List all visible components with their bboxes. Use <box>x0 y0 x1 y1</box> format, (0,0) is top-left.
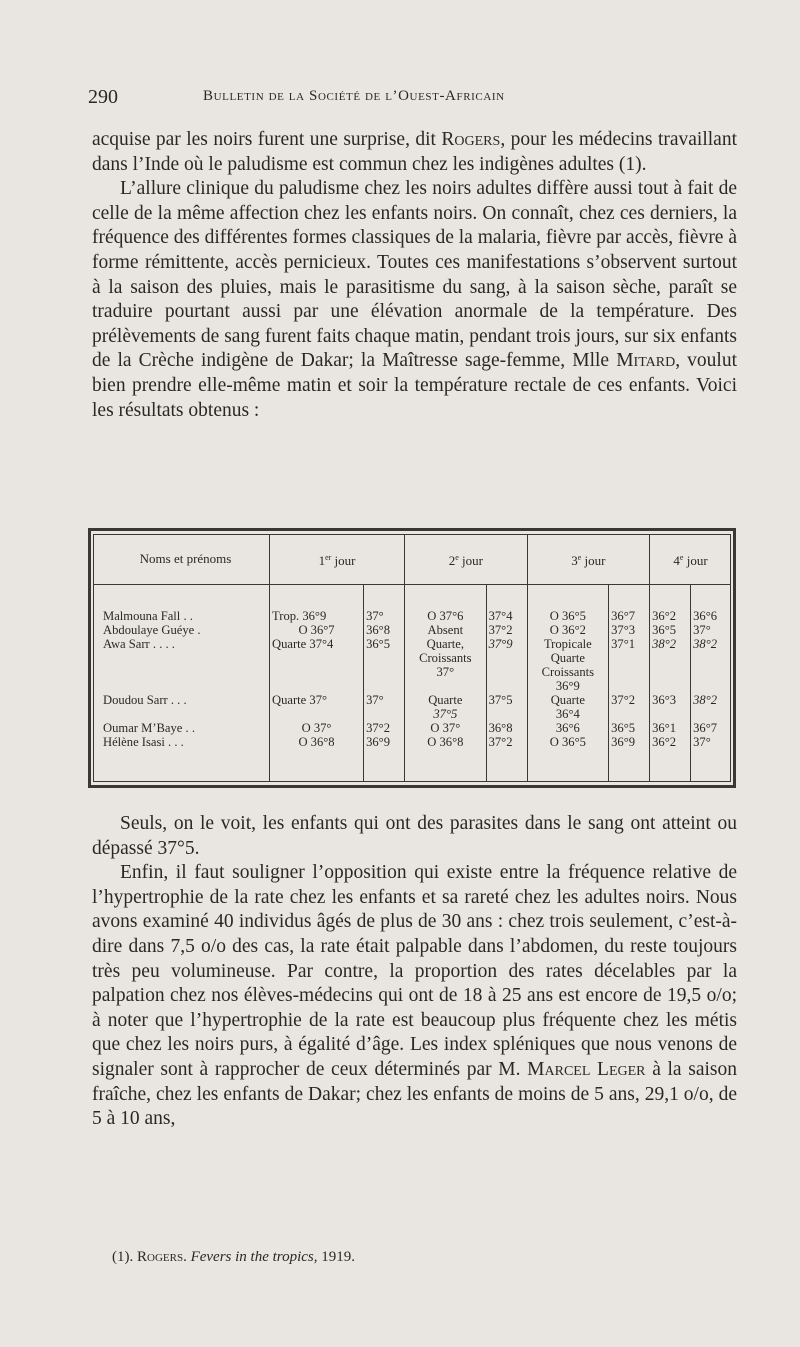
day-number: 2 <box>448 552 456 568</box>
cell-line: 36°4 <box>555 707 580 721</box>
child-name: Malmouna Fall . . <box>93 585 270 624</box>
paragraph-line <box>92 128 737 177</box>
day4-morning: 36°5 <box>650 623 691 637</box>
day1-morning: O 37° <box>270 721 364 735</box>
day1-evening: 37° <box>364 693 405 721</box>
footnote-separator: . <box>183 1249 191 1265</box>
day2-morning <box>405 637 487 693</box>
day3-evening: 36°5 <box>609 721 650 735</box>
table-row <box>93 693 731 721</box>
day4-morning: 36°2 <box>650 735 691 782</box>
person-name: Marcel Leger <box>527 1058 646 1080</box>
cell-line: Croissants <box>419 651 472 665</box>
page-number: 290 <box>88 86 118 108</box>
cell-line: 37° <box>436 665 455 679</box>
day1-evening: 36°5 <box>364 637 405 693</box>
day3-morning: O 36°5 <box>527 735 609 782</box>
day2-evening: 37°5 <box>486 693 527 721</box>
day4-morning: 36°2 <box>650 585 691 624</box>
day3-evening: 37°1 <box>609 637 650 693</box>
paragraph-line <box>92 177 737 423</box>
text-run: acquise par les noirs furent une surprise, dit <box>92 129 442 150</box>
day3-morning <box>527 637 609 693</box>
text-run: à la saison fraîche, chez les enfants de Dakar; chez les enfants de moins de 5 ans, 29,1 o/o, de 5 à 10 ans, <box>92 1058 737 1130</box>
day-label: jour <box>686 552 708 568</box>
day3-evening: 36°9 <box>609 735 650 782</box>
table-row <box>93 735 731 782</box>
day2-evening: 36°8 <box>486 721 527 735</box>
table-row <box>93 721 731 735</box>
child-name: Hélène Isasi . . . <box>93 735 270 782</box>
cell-line: Quarte <box>550 651 585 665</box>
cell-line: Quarte, <box>426 637 465 651</box>
day4-morning: 36°1 <box>650 721 691 735</box>
running-head <box>88 86 738 112</box>
day2-evening: 37°2 <box>486 735 527 782</box>
day4-evening: 38°2 <box>693 637 718 651</box>
table-row <box>93 637 731 693</box>
cell-line: Croissants <box>541 665 595 679</box>
day4-morning: 36°3 <box>650 693 691 721</box>
journal-title: Bulletin de la Société de l’Ouest-Africain <box>203 88 505 104</box>
day4-evening: 37° <box>693 735 711 749</box>
text-run: , pour les médecins travaillant dans l’Inde où le paludisme est commun chez les indigènes adultes (1). <box>92 129 738 175</box>
child-name: Oumar M’Baye . . <box>93 721 270 735</box>
paragraph-line <box>92 861 737 1132</box>
ordinal-suffix: e <box>455 552 459 562</box>
day4-evening: 36°7 <box>693 721 718 735</box>
day2-morning: O 37° <box>405 721 487 735</box>
day3-morning <box>527 693 609 721</box>
footnote-title: Fevers in the tropics <box>190 1249 314 1265</box>
footnote-author: Rogers <box>137 1249 184 1265</box>
day3-evening: 37°2 <box>609 693 650 721</box>
col-header-day4 <box>650 534 731 585</box>
day4-evening: 37° <box>693 623 711 637</box>
paragraph-intro <box>92 128 737 423</box>
day3-morning: O 36°2 <box>527 623 609 637</box>
ordinal-suffix: e <box>679 552 684 562</box>
day-number: 1 <box>318 552 326 568</box>
day1-morning: O 36°8 <box>270 735 364 782</box>
day1-morning: O 36°7 <box>270 623 364 637</box>
text-run: L’allure clinique du paludisme chez les noirs adultes diffère aussi tout à fait de celle de la même affection chez les enfants noirs. On connaît, chez ces derniers, la fréquence des différentes formes classiques de la malaria, fièvre par accès, fièvre à forme rémittente, accès pernicieux. Toutes ces manifestations s’observent surtout à la saison des pluies, mais le parasitisme du sang, à la saison sèche, paraît se traduire pourtant aussi par une élévation anormale de la température. Des prélèvements de sang furent faits chaque matin, pendant trois jours, sur six enfants de la Crèche indigène de Dakar; la Maîtresse sage-femme, Mlle <box>92 178 737 372</box>
day3-evening: 37°3 <box>609 623 650 637</box>
paragraph-line: Seuls, on le voit, les enfants qui ont des parasites dans le sang ont atteint ou dépassé 37°5. <box>92 813 737 859</box>
footnote <box>112 1249 355 1266</box>
day-number: 4 <box>673 552 680 568</box>
temperature-table <box>88 528 736 788</box>
day2-morning <box>405 693 487 721</box>
day4-evening: 38°2 <box>693 693 718 707</box>
author-name: Rogers <box>441 129 501 150</box>
day1-evening: 36°8 <box>364 623 405 637</box>
day2-morning: O 36°8 <box>405 735 487 782</box>
cell-value: O 37°6 <box>427 609 464 623</box>
day1-morning: Quarte 37°4 <box>270 637 364 693</box>
child-name: Doudou Sarr . . . <box>93 693 270 721</box>
col-header-day2 <box>405 534 528 585</box>
day1-morning: Trop. 36°9 <box>270 585 364 624</box>
day1-morning: Quarte 37° <box>270 693 364 721</box>
day2-evening: 37°2 <box>486 623 527 637</box>
day3-evening: 36°7 <box>609 585 650 624</box>
person-name: Mitard <box>616 350 676 372</box>
col-header-day3 <box>527 534 650 585</box>
text-run: , voulut bien prendre elle-même matin et soir la température rectale de ces enfants. Voici les résultats obtenus : <box>92 350 737 421</box>
col-header-names: Noms et prénoms <box>93 534 270 585</box>
col-header-day1 <box>270 534 405 585</box>
footnote-marker: (1). <box>112 1249 137 1265</box>
day-number: 3 <box>571 552 578 568</box>
day-label: jour <box>462 552 483 568</box>
day2-evening: 37°4 <box>486 585 527 624</box>
footnote-year: , 1919. <box>313 1249 355 1265</box>
day4-morning: 38°2 <box>650 637 691 693</box>
ordinal-suffix: er <box>325 552 332 562</box>
temperature-grid <box>93 534 731 782</box>
day3-morning: O 36°5 <box>527 585 609 624</box>
child-name: Awa Sarr . . . . <box>93 637 270 693</box>
ordinal-suffix: e <box>577 552 582 562</box>
day1-evening: 36°9 <box>364 735 405 782</box>
text-run: Enfin, il faut souligner l’opposition qui existe entre la fréquence relative de l’hypertrophie de la rate chez les enfants et sa rareté chez les adultes noirs. Nous avons examiné 40 individus âgés de plus de 30 ans : chez trois seulement, c’est-à-dire dans 7,5 o/o des cas, la rate était palpable dans l’abdomen, du reste toujours très peu volumineuse. Par contre, la proportion des rates décelables par la palpation chez nos élèves-médecins qui ont de 18 à 25 ans est encore de 19,5 o/o; à noter que l’hypertrophie de la rate est beaucoup plus fréquente chez les métis que chez les noirs purs, à égalité d’âge. Les index spléniques que nous venons de signaler sont à rapprocher de ceux déterminés par M. <box>92 862 737 1080</box>
paragraph-conclusion <box>92 812 737 1132</box>
cell-line: Tropicale <box>543 637 592 651</box>
day-label: jour <box>584 552 606 568</box>
day-label: jour <box>334 552 356 568</box>
day3-morning: 36°6 <box>527 721 609 735</box>
table-row <box>93 623 731 637</box>
day4-evening: 36°6 <box>693 609 718 623</box>
table-row <box>93 585 731 624</box>
day2-evening: 37°9 <box>486 637 527 693</box>
day2-morning: Absent <box>405 623 487 637</box>
child-name: Abdoulaye Guéye . <box>93 623 270 637</box>
cell-line: 37°5 <box>433 707 458 721</box>
table-header-row <box>93 534 731 585</box>
day1-evening: 37° <box>364 585 405 624</box>
day1-evening: 37°2 <box>364 721 405 735</box>
cell-line: Quarte <box>428 693 463 707</box>
day2-morning <box>405 585 487 624</box>
cell-line: Quarte <box>550 693 585 707</box>
cell-line: 36°9 <box>555 679 580 693</box>
